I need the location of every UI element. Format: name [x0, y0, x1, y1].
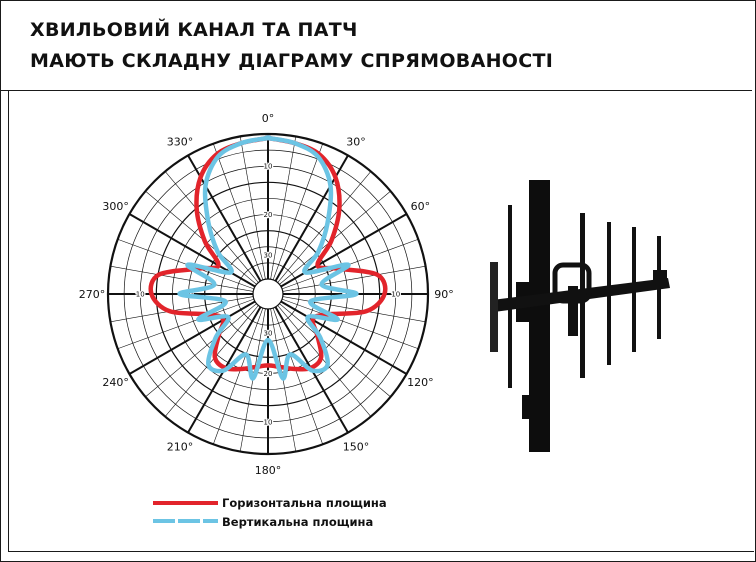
angle-label-120: 120° — [407, 376, 434, 389]
angle-label-240: 240° — [102, 376, 129, 389]
director-element-2 — [632, 227, 636, 352]
legend-label-horizontal: Горизонтальна площина — [222, 496, 387, 510]
angle-label-90: 90° — [434, 288, 454, 301]
minor-spoke — [240, 136, 265, 279]
angle-label-30: 30° — [346, 135, 366, 149]
scale-label-20: 20 — [342, 290, 352, 299]
title-line-1: ХВИЛЬОВИЙ КАНАЛ ТА ПАТЧ — [30, 19, 358, 41]
boom-end-post — [490, 262, 498, 352]
reflector-element — [508, 205, 512, 388]
legend — [153, 496, 387, 529]
scale-label-20: 20 — [263, 369, 273, 378]
yagi-antenna-picture — [490, 180, 670, 452]
director-element-3 — [657, 236, 661, 339]
boom-tip — [653, 270, 667, 284]
angle-label-330: 330° — [166, 135, 194, 149]
scale-label-10: 10 — [263, 418, 273, 427]
scale-label-20: 20 — [184, 290, 194, 299]
scale-label-20: 20 — [263, 211, 273, 220]
angle-label-150: 150° — [342, 440, 370, 454]
scale-label-10: 10 — [391, 290, 401, 299]
minor-spoke — [110, 297, 253, 322]
angle-label-270: 270° — [78, 288, 106, 301]
driven-element — [580, 213, 585, 378]
scale-label-30: 30 — [263, 251, 273, 260]
title-line-2: МАЮТЬ СКЛАДНУ ДІАГРАМУ СПРЯМОВАНОСТІ — [30, 50, 554, 72]
angle-label-60: 60° — [410, 200, 431, 213]
scale-label-10: 10 — [263, 162, 273, 171]
scale-label-10: 10 — [135, 290, 145, 299]
angle-label-0: 0° — [261, 112, 275, 125]
director-element-1 — [607, 222, 611, 365]
polar-center-hole — [253, 279, 283, 309]
angle-label-180: 180° — [254, 464, 282, 477]
legend-label-vertical: Вертикальна площина — [222, 515, 374, 529]
angle-label-300: 300° — [102, 200, 129, 213]
minor-spoke — [271, 136, 296, 279]
minor-spoke — [283, 297, 426, 322]
dipole-feed — [568, 286, 578, 336]
angle-label-210: 210° — [166, 440, 194, 454]
scale-label-30: 30 — [263, 329, 273, 338]
mast-clamp-bottom — [522, 395, 534, 419]
